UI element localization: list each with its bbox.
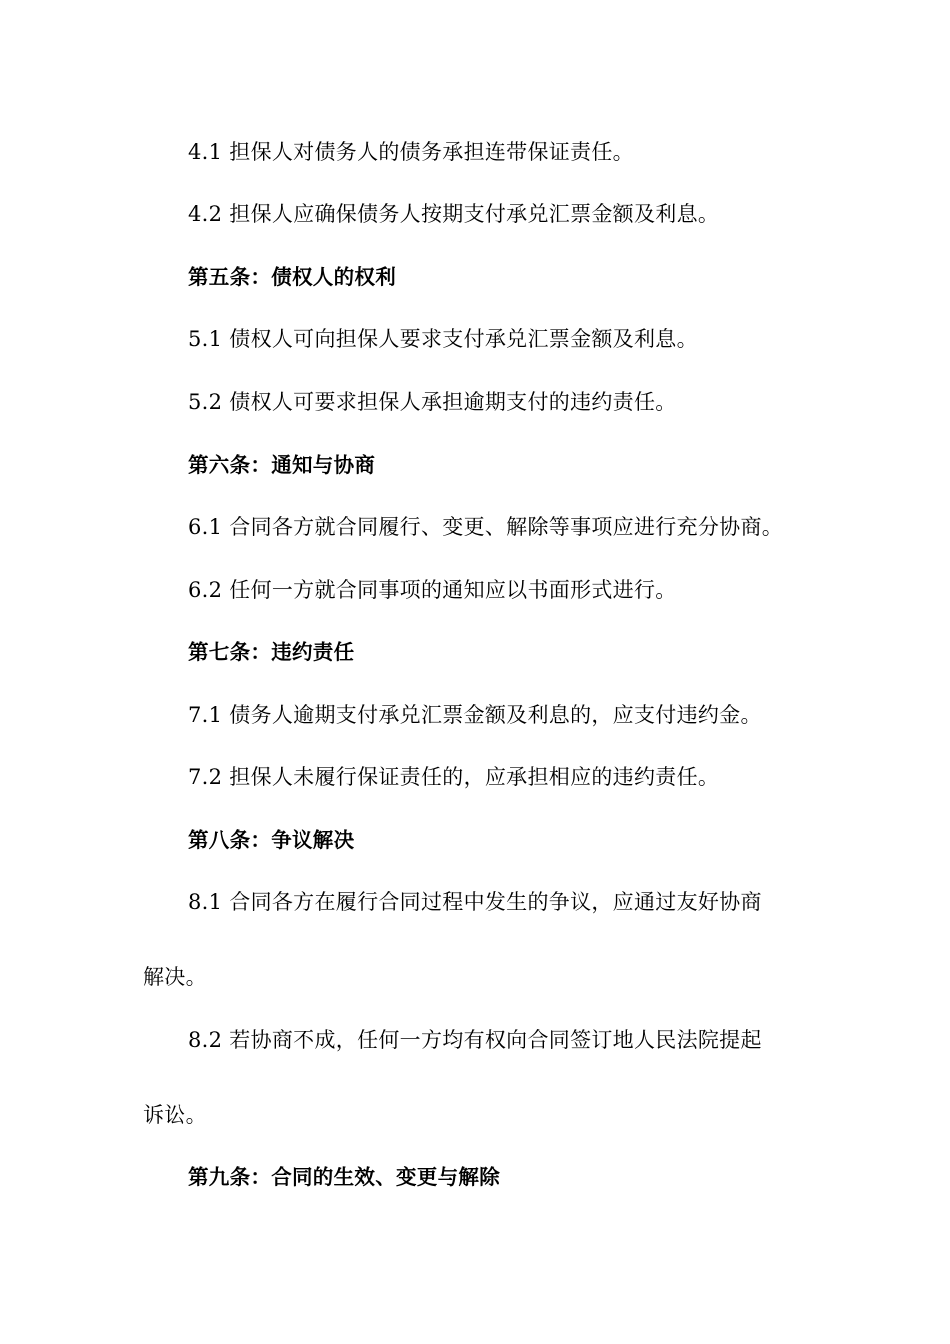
article-5-heading: 第五条：债权人的权利 bbox=[188, 265, 396, 289]
clause-8-2-line-1: 8.2 若协商不成，任何一方均有权向合同签订地人民法院提起 bbox=[188, 1028, 762, 1052]
clause-4-1: 4.1 担保人对债务人的债务承担连带保证责任。 bbox=[188, 140, 634, 164]
clause-7-1: 7.1 债务人逾期支付承兑汇票金额及利息的，应支付违约金。 bbox=[188, 703, 762, 727]
clause-8-1-line-1: 8.1 合同各方在履行合同过程中发生的争议，应通过友好协商 bbox=[188, 890, 762, 914]
clause-6-2: 6.2 任何一方就合同事项的通知应以书面形式进行。 bbox=[188, 578, 677, 602]
clause-6-1: 6.1 合同各方就合同履行、变更、解除等事项应进行充分协商。 bbox=[188, 515, 784, 539]
clause-8-2-line-2: 诉讼。 bbox=[143, 1103, 207, 1127]
article-8-heading: 第八条：争议解决 bbox=[188, 828, 355, 852]
article-6-heading: 第六条：通知与协商 bbox=[188, 453, 376, 477]
clause-5-1: 5.1 债权人可向担保人要求支付承兑汇票金额及利息。 bbox=[188, 327, 698, 351]
clause-5-2: 5.2 债权人可要求担保人承担逾期支付的违约责任。 bbox=[188, 390, 677, 414]
clause-4-2: 4.2 担保人应确保债务人按期支付承兑汇票金额及利息。 bbox=[188, 202, 720, 226]
clause-8-1-line-2: 解决。 bbox=[143, 965, 207, 989]
clause-7-2: 7.2 担保人未履行保证责任的，应承担相应的违约责任。 bbox=[188, 765, 720, 789]
article-7-heading: 第七条：违约责任 bbox=[188, 640, 355, 664]
article-9-heading: 第九条：合同的生效、变更与解除 bbox=[188, 1165, 500, 1189]
